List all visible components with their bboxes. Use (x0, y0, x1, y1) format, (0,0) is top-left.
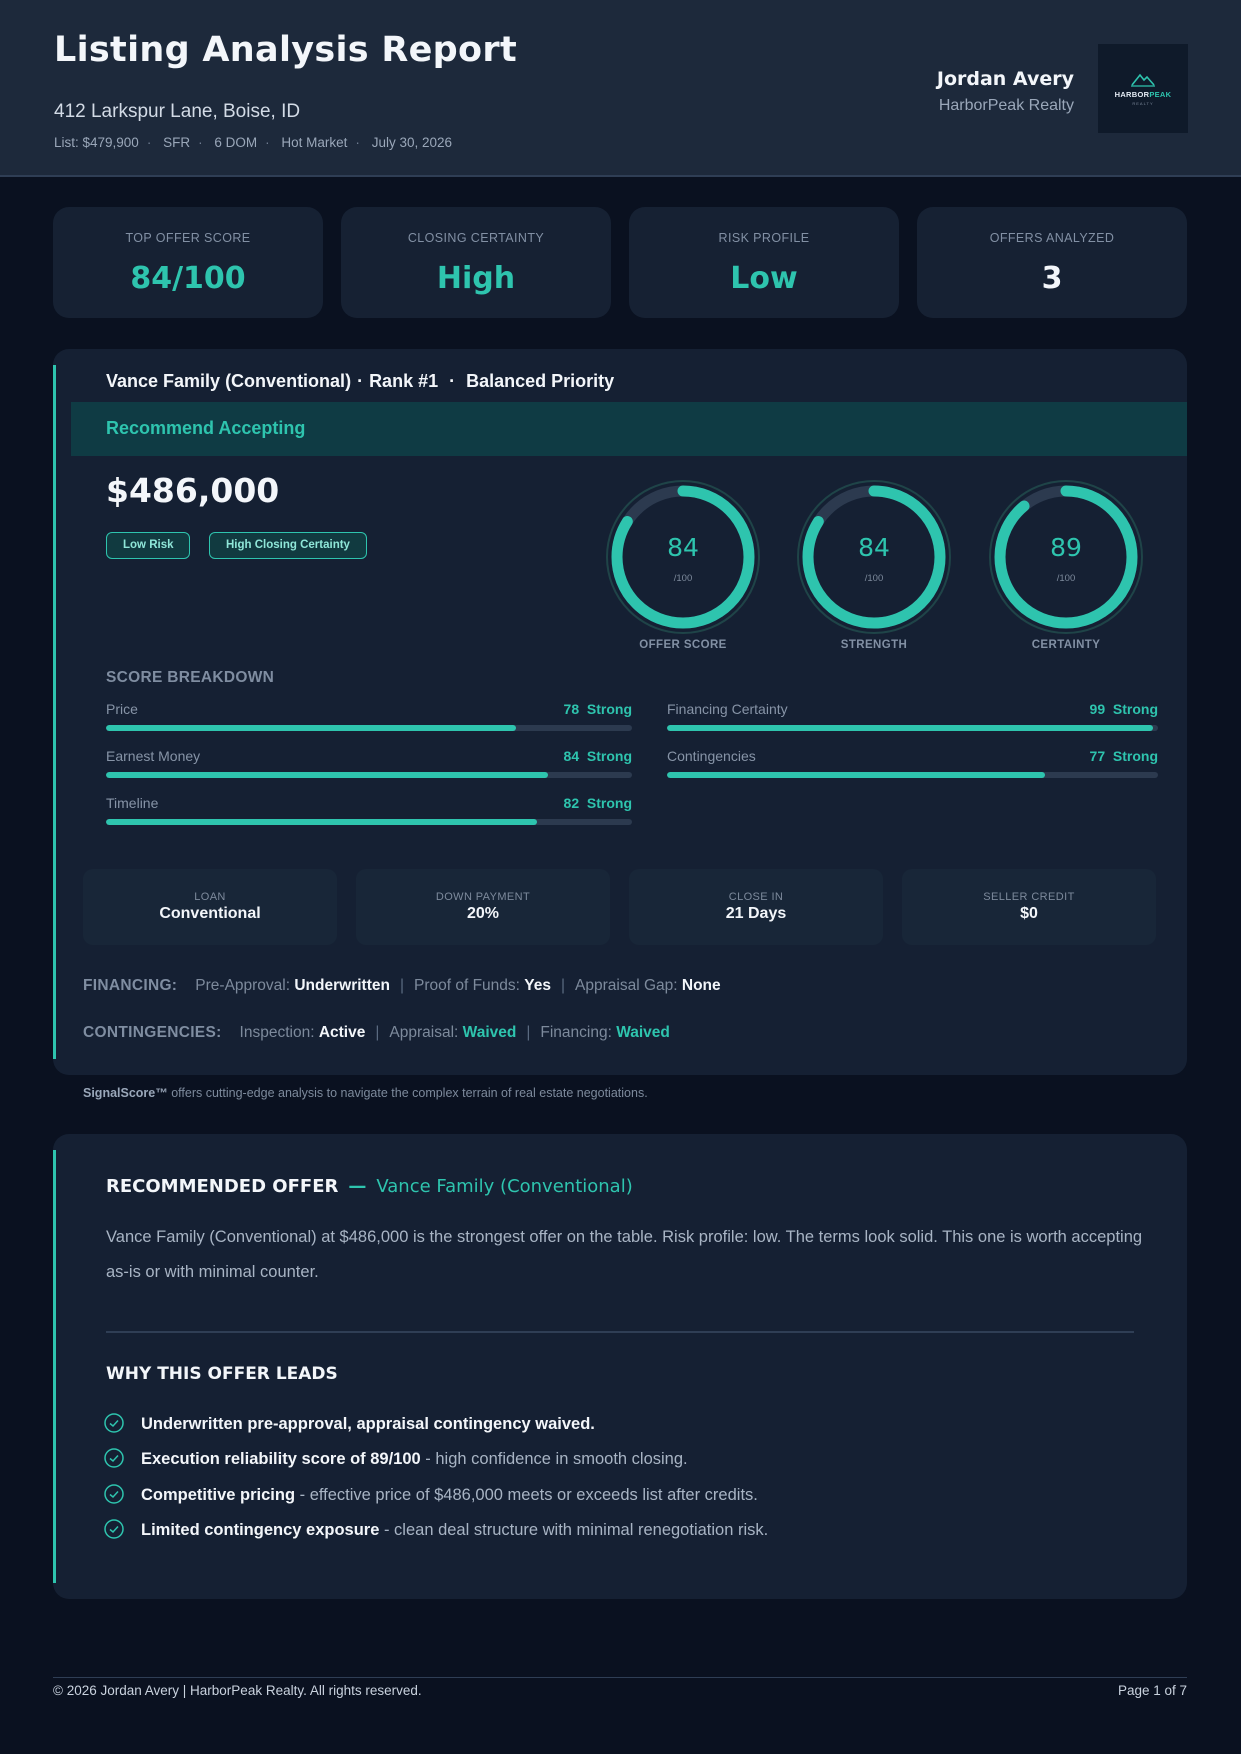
contingency-details: CONTINGENCIES: Inspection: Active | Appraisal: Waived | Financing: Waived (83, 1024, 670, 1041)
why-offer-leads-title: WHY THIS OFFER LEADS (106, 1364, 338, 1384)
breakdown-contingencies (667, 748, 1158, 780)
mountain-icon (1130, 71, 1156, 87)
breakdown-score: 78 Strong (563, 701, 632, 717)
term-down-payment (356, 869, 610, 945)
breakdown-score: 77 Strong (1089, 748, 1158, 764)
breakdown-bar (106, 772, 548, 778)
kpi-risk-profile (629, 207, 899, 318)
term-label: CLOSE IN (728, 891, 784, 903)
meta-date: July 30, 2026 (371, 135, 452, 150)
breakdown-label: Price (106, 701, 138, 717)
term-value: Conventional (159, 905, 261, 922)
badge-high-closing-certainty: High Closing Certainty (209, 532, 367, 559)
breakdown-bar (106, 725, 516, 731)
offer-heading: Vance Family (Conventional) · Rank #1 · Balanced Priority (106, 371, 615, 391)
term-seller-credit (902, 869, 1156, 945)
listing-meta: List: $479,900 · SFR · 6 DOM · Hot Market · July 30, 2026 (54, 135, 452, 150)
check-circle-icon (103, 1518, 125, 1540)
breakdown-label: Earnest Money (106, 748, 201, 764)
signalscore-note: SignalScore™ offers cutting-edge analysis to navigate the complex terrain of real estate negotiations. (83, 1086, 648, 1100)
gauge-certainty (986, 477, 1146, 651)
check-circle-icon (103, 1447, 125, 1469)
gauge-value: 84 (667, 533, 699, 562)
agency-name: HarborPeak Realty (938, 97, 1074, 114)
breakdown-label: Timeline (106, 795, 159, 811)
gauge-label: CERTAINTY (1031, 639, 1101, 651)
kpi-value: 3 (1041, 261, 1063, 296)
meta-type: SFR (163, 135, 191, 150)
term-label: SELLER CREDIT (983, 891, 1075, 903)
breakdown-price (106, 701, 632, 733)
term-value: 21 Days (725, 905, 787, 922)
agency-logo (1098, 44, 1188, 133)
property-address: 412 Larkspur Lane, Boise, ID (54, 101, 301, 122)
term-close-in (629, 869, 883, 945)
breakdown-timeline (106, 795, 632, 827)
recommendation-text: Recommend Accepting (106, 418, 306, 438)
offer-priority: Balanced Priority (466, 371, 615, 391)
logo-wordmark: HARBORPEAK (1114, 90, 1172, 99)
meta-list-price: List: $479,900 (54, 135, 139, 150)
gauge-label: STRENGTH (840, 639, 908, 651)
gauge-value: 84 (858, 533, 890, 562)
logo-subtext: REALTY (1132, 101, 1154, 106)
breakdown-label: Financing Certainty (667, 701, 788, 717)
term-label: DOWN PAYMENT (435, 891, 531, 903)
footer-copyright: © 2026 Jordan Avery | HarborPeak Realty. All rights reserved. (53, 1683, 422, 1698)
financing-details: FINANCING: Pre-Approval: Underwritten | Proof of Funds: Yes | Appraisal Gap: None (83, 977, 721, 994)
gauge-max: /100 (1056, 573, 1076, 584)
offer-buyer: Vance Family (Conventional) (106, 371, 352, 391)
recommended-offer-title: RECOMMENDED OFFER — Vance Family (Conventional) (106, 1176, 633, 1197)
footer-page-number: Page 1 of 7 (1117, 1683, 1187, 1698)
breakdown-label: Contingencies (667, 748, 756, 764)
agent-name: Jordan Avery (936, 68, 1074, 90)
contingencies-caption: CONTINGENCIES: (83, 1024, 222, 1041)
offer-card (53, 349, 1187, 1075)
kpi-label: CLOSING CERTAINTY (407, 231, 545, 245)
check-circle-icon (103, 1483, 125, 1505)
badge-low-risk: Low Risk (106, 532, 190, 559)
breakdown-earnest-money (106, 748, 632, 780)
report-header (0, 0, 1241, 177)
recommendation-banner (71, 402, 1187, 456)
meta-market: Hot Market (281, 135, 348, 150)
kpi-closing-certainty (341, 207, 611, 318)
gauge-max: /100 (673, 573, 693, 584)
breakdown-bar (667, 725, 1153, 731)
financing-caption: FINANCING: (83, 977, 178, 994)
gauge-strength (794, 477, 954, 651)
kpi-offers-analyzed (917, 207, 1187, 318)
term-label: LOAN (194, 891, 226, 903)
gauge-label: OFFER SCORE (639, 639, 727, 651)
term-value: $0 (1020, 905, 1038, 922)
meta-dom: 6 DOM (214, 135, 258, 150)
kpi-value: 84/100 (130, 261, 246, 296)
offer-price: $486,000 (106, 471, 280, 510)
breakdown-score: 82 Strong (563, 795, 632, 811)
kpi-value: Low (730, 261, 798, 296)
card-accent-bar (53, 365, 56, 1059)
gauge-max: /100 (864, 573, 884, 584)
term-value: 20% (466, 905, 500, 922)
offer-rank: Rank #1 (369, 371, 439, 391)
kpi-label: RISK PROFILE (718, 231, 810, 245)
breakdown-financing-certainty (667, 701, 1158, 733)
breakdown-score: 84 Strong (563, 748, 632, 764)
term-loan (83, 869, 337, 945)
kpi-label: TOP OFFER SCORE (125, 231, 251, 245)
gauge-offer-score (603, 477, 763, 651)
recommended-offer-summary: Vance Family (Conventional) at $486,000 is the strongest offer on the table. Risk profile: low. The terms look solid. This one is worth accepting as-is or with minimal counter. (106, 1228, 1143, 1281)
divider (106, 1331, 1134, 1333)
card-accent-bar (53, 1150, 56, 1583)
footer-divider (53, 1677, 1187, 1678)
kpi-top-offer-score (53, 207, 323, 318)
recommended-offer-card: RECOMMENDED OFFER — Vance Family (Conventional) Vance Family (Conventional) at $486,000 is the strongest offer on the table. Risk profile: low. The terms look solid. This one is worth accepting as-is or with minimal counter. WHY THIS OFFER LEADS Underwritten pre-approval, appraisal contingency waived. Execution reliability score of 89/100 - high confidence in smooth closing. Competitive pricing - effective price of $486,000 meets or exceeds list after credits. Limited contingency exposure - clean deal structure with minimal renegotiation risk. (53, 1134, 1187, 1599)
gauge-value: 89 (1050, 533, 1082, 562)
kpi-value: High (436, 261, 516, 296)
kpi-label: OFFERS ANALYZED (989, 231, 1115, 245)
check-circle-icon (103, 1412, 125, 1434)
breakdown-bar (106, 819, 537, 825)
report-title: Listing Analysis Report (54, 30, 517, 70)
score-breakdown-title: SCORE BREAKDOWN (106, 669, 275, 686)
breakdown-score: 99 Strong (1089, 701, 1158, 717)
breakdown-bar (667, 772, 1045, 778)
